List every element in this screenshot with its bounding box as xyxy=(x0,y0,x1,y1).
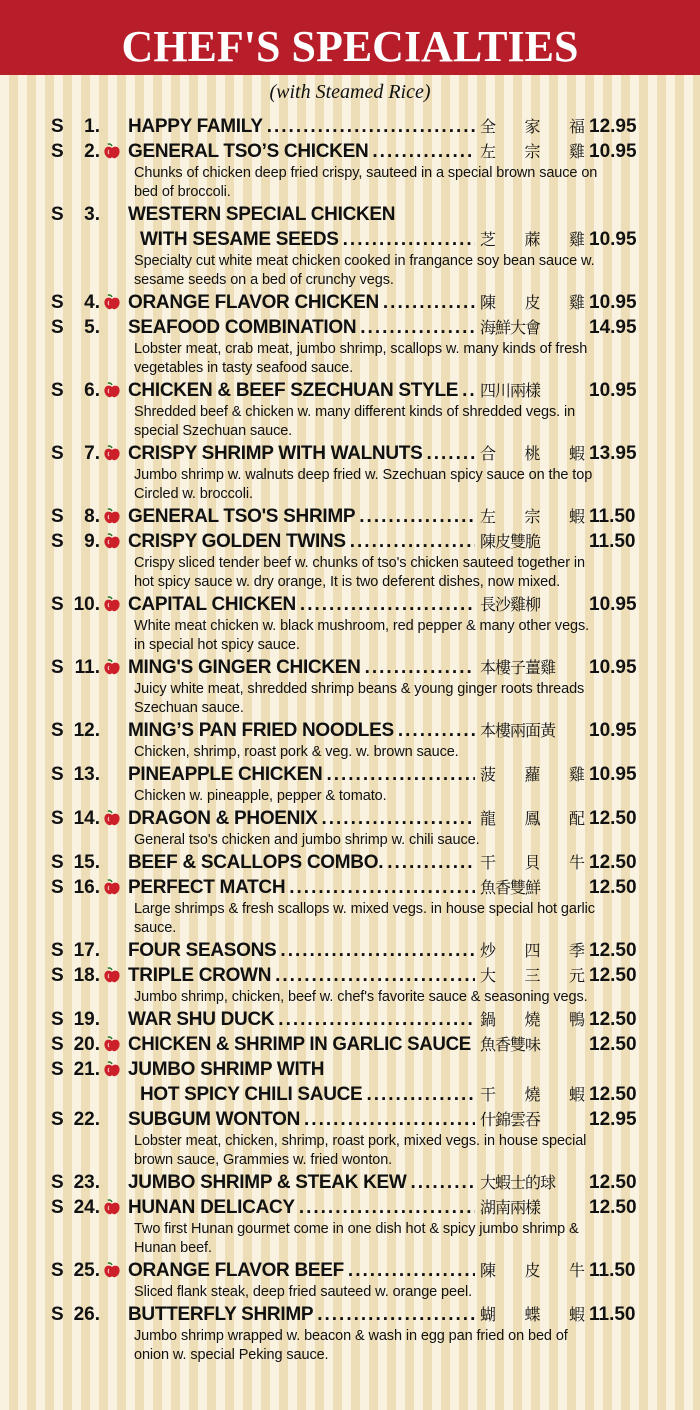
item-name: CHICKEN & SHRIMP IN GARLIC SAUCE xyxy=(128,1034,471,1055)
item-name-row xyxy=(128,529,475,554)
dot-leader xyxy=(280,938,475,963)
item-price: 12.50 xyxy=(589,965,637,986)
item-name-row xyxy=(128,114,475,139)
item-description: Sliced flank steak, deep fried sauteed w. orange peel. xyxy=(134,1284,472,1300)
item-description: Juicy white meat, shredded shrimp beans & young ginger roots threads Szechuan sauce. xyxy=(134,681,585,716)
item-description: Two first Hunan gourmet come in one dish hot & spicy jumbo shrimp & Hunan beef. xyxy=(134,1221,579,1256)
item-code: S xyxy=(51,317,64,338)
item-code: S xyxy=(51,720,64,741)
item-name-line2: WITH SESAME SEEDS xyxy=(140,229,339,250)
hot-pepper-icon xyxy=(103,810,121,827)
menu-item xyxy=(0,114,700,139)
item-chinese-name: 本 樓 子 薑 雞 xyxy=(480,658,556,677)
item-name-row xyxy=(128,139,475,164)
item-chinese-name: 大 三 元 xyxy=(480,966,585,985)
menu-item xyxy=(0,875,700,938)
dot-leader xyxy=(299,1195,475,1220)
item-name: WAR SHU DUCK xyxy=(128,1009,275,1030)
item-price: 13.95 xyxy=(589,443,637,464)
item-number: 22. xyxy=(73,1109,100,1130)
dot-leader xyxy=(411,1170,475,1195)
item-price: 10.95 xyxy=(589,720,637,741)
dot-leader xyxy=(398,718,475,743)
item-number: 19. xyxy=(73,1009,100,1030)
menu-item-header xyxy=(0,875,700,900)
menu-item-header xyxy=(0,441,700,466)
item-name: JUMBO SHRIMP WITH xyxy=(128,1059,325,1080)
item-chinese-name: 陳 皮 雞 xyxy=(480,293,585,312)
item-name: GENERAL TSO’S CHICKEN xyxy=(128,141,369,162)
item-number: 20. xyxy=(73,1034,100,1055)
dot-leader xyxy=(350,529,475,554)
item-name-row xyxy=(128,1302,475,1327)
dot-leader xyxy=(372,139,475,164)
hot-pepper-icon xyxy=(103,294,121,311)
item-chinese-name: 炒 四 季 xyxy=(480,941,585,960)
hot-pepper-icon xyxy=(103,1036,121,1053)
item-price: 14.95 xyxy=(589,317,637,338)
item-name: ORANGE FLAVOR BEEF xyxy=(128,1260,344,1281)
dot-leader xyxy=(462,378,475,403)
item-name-row xyxy=(128,963,475,988)
item-chinese-name: 長 沙 雞 柳 xyxy=(480,595,541,614)
item-code: S xyxy=(51,1304,64,1325)
item-chinese-name: 四 川 兩 樣 xyxy=(480,381,541,400)
menu-item-header xyxy=(0,202,700,227)
menu-item xyxy=(0,1032,700,1057)
item-name-row xyxy=(128,290,475,315)
item-code: S xyxy=(51,506,64,527)
title-banner xyxy=(0,0,700,75)
item-chinese-name: 菠 蘿 雞 xyxy=(480,765,585,784)
item-price: 12.50 xyxy=(589,940,637,961)
menu-item xyxy=(0,315,700,378)
item-name-row xyxy=(128,315,475,340)
menu-item-header xyxy=(0,315,700,340)
item-name-row xyxy=(128,1258,475,1283)
menu-item-header xyxy=(0,1170,700,1195)
menu-item xyxy=(0,1195,700,1258)
item-number: 7. xyxy=(84,443,100,464)
item-number: 23. xyxy=(73,1172,100,1193)
dot-leader xyxy=(326,762,475,787)
hot-pepper-icon xyxy=(103,445,121,462)
item-price: 12.50 xyxy=(589,1009,637,1030)
item-number: 4. xyxy=(84,292,100,313)
item-code: S xyxy=(51,1109,64,1130)
item-name-row xyxy=(128,850,475,875)
hot-pepper-icon xyxy=(103,596,121,613)
item-name-row xyxy=(140,227,475,252)
menu-item-header xyxy=(0,1107,700,1132)
item-description: General tso's chicken and jumbo shrimp w. chili sauce. xyxy=(134,832,480,848)
item-name: HAPPY FAMILY xyxy=(128,116,263,137)
dot-leader xyxy=(343,227,475,252)
item-chinese-name: 魚 香 雙 味 xyxy=(480,1035,541,1054)
dot-leader xyxy=(426,441,475,466)
menu-item xyxy=(0,850,700,875)
hot-pepper-icon xyxy=(103,1199,121,1216)
item-name-row xyxy=(128,1057,475,1082)
item-name: CRISPY SHRIMP WITH WALNUTS xyxy=(128,443,423,464)
item-number: 13. xyxy=(73,764,100,785)
item-name: ORANGE FLAVOR CHICKEN xyxy=(128,292,379,313)
menu-item xyxy=(0,504,700,529)
menu-item-header xyxy=(0,1057,700,1082)
item-chinese-name: 大 蝦 士 的 球 xyxy=(480,1173,556,1192)
item-name: BEEF & SCALLOPS COMBO. xyxy=(128,852,384,873)
item-chinese-name: 干 貝 牛 xyxy=(480,853,585,872)
item-price: 10.95 xyxy=(589,657,637,678)
item-price: 11.50 xyxy=(589,1260,636,1281)
item-description: Shredded beef & chicken w. many different kinds of shredded vegs. in special Szechuan sauce. xyxy=(134,404,576,439)
item-name: BUTTERFLY SHRIMP xyxy=(128,1304,314,1325)
menu-item-header xyxy=(0,718,700,743)
item-price: 12.50 xyxy=(589,808,637,829)
item-code: S xyxy=(51,292,64,313)
menu-item xyxy=(0,1107,700,1170)
menu-item xyxy=(0,592,700,655)
item-number: 8. xyxy=(84,506,100,527)
menu-item xyxy=(0,1057,700,1107)
hot-pepper-icon xyxy=(103,1061,121,1078)
item-name: CAPITAL CHICKEN xyxy=(128,594,296,615)
item-number: 2. xyxy=(84,141,100,162)
dot-leader xyxy=(275,963,475,988)
item-description: Crispy sliced tender beef w. chunks of tso's chicken sauteed together in hot spicy sauce w. dry orange, It is two deferent dishes, now mixed. xyxy=(134,555,585,590)
item-code: S xyxy=(51,1059,64,1080)
item-code: S xyxy=(51,1260,64,1281)
item-number: 17. xyxy=(73,940,100,961)
item-description: Lobster meat, chicken, shrimp, roast pork, mixed vegs. in house special brown sauce, Grammies w. fried wonton. xyxy=(134,1133,587,1168)
item-chinese-name: 陳 皮 雙 脆 xyxy=(480,532,541,551)
item-number: 24. xyxy=(73,1197,100,1218)
item-price: 10.95 xyxy=(589,141,637,162)
dot-leader xyxy=(317,1302,475,1327)
item-name-row xyxy=(128,718,475,743)
menu-item-header xyxy=(0,139,700,164)
item-name-row xyxy=(128,938,475,963)
item-name: JUMBO SHRIMP & STEAK KEW xyxy=(128,1172,407,1193)
item-name-row xyxy=(128,655,475,680)
dot-leader xyxy=(366,1082,475,1107)
item-name-row xyxy=(128,1107,475,1132)
item-code: S xyxy=(51,877,64,898)
item-price: 12.95 xyxy=(589,1109,637,1130)
item-number: 11. xyxy=(74,657,100,678)
item-number: 1. xyxy=(84,116,100,137)
menu-item xyxy=(0,1302,700,1365)
menu-item xyxy=(0,290,700,315)
item-code: S xyxy=(51,594,64,615)
page-subtitle: (with Steamed Rice) xyxy=(269,81,431,103)
menu-item-header xyxy=(0,504,700,529)
item-number: 25. xyxy=(73,1260,100,1281)
item-number: 10. xyxy=(73,594,100,615)
item-name: MING’S PAN FRIED NOODLES xyxy=(128,720,394,741)
hot-pepper-icon xyxy=(103,879,121,896)
item-name-row xyxy=(140,1082,475,1107)
item-code: S xyxy=(51,764,64,785)
item-name-row xyxy=(128,1170,475,1195)
item-chinese-name: 陳 皮 牛 xyxy=(480,1261,585,1280)
item-name-row xyxy=(128,504,475,529)
dot-leader xyxy=(278,1007,475,1032)
menu-item xyxy=(0,1007,700,1032)
item-code: S xyxy=(51,1197,64,1218)
item-code: S xyxy=(51,380,64,401)
item-code: S xyxy=(51,965,64,986)
item-number: 9. xyxy=(84,531,100,552)
item-price: 10.95 xyxy=(589,292,637,313)
item-name: HUNAN DELICACY xyxy=(128,1197,295,1218)
item-number: 12. xyxy=(73,720,100,741)
dot-leader xyxy=(321,806,475,831)
item-name: WESTERN SPECIAL CHICKEN xyxy=(128,204,396,225)
item-name: SUBGUM WONTON xyxy=(128,1109,301,1130)
dot-leader xyxy=(387,850,475,875)
menu-item-header xyxy=(0,806,700,831)
item-description: Chunks of chicken deep fried crispy, sauteed in a special brown sauce on bed of broccoli. xyxy=(134,165,598,200)
item-description: Large shrimps & fresh scallops w. mixed vegs. in house special hot garlic sauce. xyxy=(134,901,595,936)
item-price: 10.95 xyxy=(589,380,637,401)
hot-pepper-icon xyxy=(103,659,121,676)
hot-pepper-icon xyxy=(103,508,121,525)
item-name: DRAGON & PHOENIX xyxy=(128,808,318,829)
item-chinese-name: 全 家 福 xyxy=(480,117,585,136)
menu-item xyxy=(0,762,700,806)
item-name: CHICKEN & BEEF SZECHUAN STYLE xyxy=(128,380,459,401)
menu-item-header xyxy=(0,1007,700,1032)
item-chinese-name: 合 桃 蝦 xyxy=(480,444,585,463)
item-name: MING'S GINGER CHICKEN xyxy=(128,657,361,678)
item-code: S xyxy=(51,204,64,225)
dot-leader xyxy=(267,114,475,139)
item-code: S xyxy=(51,852,64,873)
hot-pepper-icon xyxy=(103,533,121,550)
item-price: 12.95 xyxy=(589,116,637,137)
item-name-row xyxy=(128,806,475,831)
menu-item-header xyxy=(0,1302,700,1327)
menu-item xyxy=(0,655,700,718)
item-description: Jumbo shrimp w. walnuts deep fried w. Szechuan spicy sauce on the top Circled w. broccoli. xyxy=(134,467,593,502)
item-chinese-name: 蝴 蝶 蝦 xyxy=(480,1305,585,1324)
item-code: S xyxy=(51,657,64,678)
menu-item-header xyxy=(0,529,700,554)
item-description: White meat chicken w. black mushroom, red pepper & many other vegs. in special hot spicy sauce. xyxy=(134,618,590,653)
item-price: 12.50 xyxy=(589,1172,637,1193)
item-chinese-name: 鍋 燒 鴨 xyxy=(480,1010,585,1029)
item-code: S xyxy=(51,116,64,137)
item-name-row xyxy=(128,441,475,466)
item-price: 11.50 xyxy=(589,1304,636,1325)
item-code: S xyxy=(51,1172,64,1193)
menu-item xyxy=(0,806,700,850)
item-name: GENERAL TSO'S SHRIMP xyxy=(128,506,356,527)
menu-item-header xyxy=(0,290,700,315)
menu-list xyxy=(0,114,700,1365)
item-chinese-name: 芝 蔴 雞 xyxy=(480,230,585,249)
item-name-row xyxy=(128,378,475,403)
menu-item-header xyxy=(0,114,700,139)
menu-item xyxy=(0,963,700,1007)
menu-item xyxy=(0,139,700,202)
item-number: 18. xyxy=(73,965,100,986)
item-name-line2: HOT SPICY CHILI SAUCE xyxy=(140,1084,363,1105)
item-name-row xyxy=(128,762,475,787)
menu-item-header xyxy=(0,1195,700,1220)
menu-item xyxy=(0,529,700,592)
item-description: Jumbo shrimp, chicken, beef w. chef's favorite sauce & seasoning vegs. xyxy=(134,989,588,1005)
item-chinese-name: 干 燒 蝦 xyxy=(480,1085,585,1104)
item-price: 10.95 xyxy=(589,594,637,615)
item-name-row xyxy=(128,1032,475,1057)
menu-item-header xyxy=(0,592,700,617)
dot-leader xyxy=(383,290,475,315)
item-chinese-name: 海 鮮 大 會 xyxy=(480,318,541,337)
item-price: 12.50 xyxy=(589,1034,637,1055)
menu-item-header xyxy=(0,850,700,875)
item-name-row xyxy=(128,1195,475,1220)
dot-leader xyxy=(300,592,475,617)
item-price: 11.50 xyxy=(589,506,636,527)
menu-item xyxy=(0,938,700,963)
dot-leader xyxy=(365,655,475,680)
dot-leader xyxy=(289,875,475,900)
item-price: 12.50 xyxy=(589,1084,637,1105)
item-price: 10.95 xyxy=(589,229,637,250)
item-price: 12.50 xyxy=(589,1197,637,1218)
item-price: 11.50 xyxy=(589,531,636,552)
item-number: 6. xyxy=(84,380,100,401)
item-name: TRIPLE CROWN xyxy=(128,965,272,986)
item-chinese-name: 左 宗 蝦 xyxy=(480,507,585,526)
item-code: S xyxy=(51,443,64,464)
item-chinese-name: 龍 鳳 配 xyxy=(480,809,585,828)
item-price: 12.50 xyxy=(589,877,637,898)
menu-item-header xyxy=(0,963,700,988)
item-name: PERFECT MATCH xyxy=(128,877,286,898)
item-name: CRISPY GOLDEN TWINS xyxy=(128,531,346,552)
menu-item xyxy=(0,378,700,441)
menu-item-header xyxy=(0,1032,700,1057)
item-number: 14. xyxy=(73,808,100,829)
menu-item xyxy=(0,202,700,290)
item-name-row xyxy=(128,1007,475,1032)
item-code: S xyxy=(51,808,64,829)
menu-item xyxy=(0,1170,700,1195)
item-name-row xyxy=(128,875,475,900)
item-description: Chicken w. pineapple, pepper & tomato. xyxy=(134,788,387,804)
item-name: PINEAPPLE CHICKEN xyxy=(128,764,323,785)
item-code: S xyxy=(51,141,64,162)
item-name-row xyxy=(128,592,475,617)
item-code: S xyxy=(51,940,64,961)
item-name-row xyxy=(128,202,475,227)
item-chinese-name: 湖 南 兩 樣 xyxy=(480,1198,541,1217)
item-number: 3. xyxy=(84,204,100,225)
item-number: 15. xyxy=(73,852,100,873)
item-chinese-name: 魚 香 雙 鮮 xyxy=(480,878,541,897)
menu-item xyxy=(0,1258,700,1302)
item-number: 21. xyxy=(73,1059,100,1080)
hot-pepper-icon xyxy=(103,967,121,984)
menu-item-header xyxy=(0,938,700,963)
item-code: S xyxy=(51,1034,64,1055)
hot-pepper-icon xyxy=(103,1262,121,1279)
dot-leader xyxy=(360,315,475,340)
item-description: Specialty cut white meat chicken cooked in frangance soy bean sauce w. sesame seeds on a bed of crunchy vegs. xyxy=(134,253,595,288)
menu-item-header xyxy=(0,1258,700,1283)
menu-item-header xyxy=(0,655,700,680)
item-name: SEAFOOD COMBINATION xyxy=(128,317,357,338)
item-chinese-name: 本 樓 兩 面 黃 xyxy=(480,721,556,740)
item-chinese-name: 左 宗 雞 xyxy=(480,142,585,161)
item-number: 16. xyxy=(73,877,100,898)
dot-leader xyxy=(304,1107,475,1132)
hot-pepper-icon xyxy=(103,382,121,399)
item-description: Jumbo shrimp wrapped w. beacon & wash in egg pan fried on bed of onion w. special Peking sauce. xyxy=(134,1328,568,1363)
item-name: FOUR SEASONS xyxy=(128,940,277,961)
hot-pepper-icon xyxy=(103,143,121,160)
item-chinese-name: 什 錦 雲 吞 xyxy=(480,1110,541,1129)
item-price: 10.95 xyxy=(589,764,637,785)
menu-item xyxy=(0,718,700,762)
menu-item-header xyxy=(0,762,700,787)
item-price: 12.50 xyxy=(589,852,637,873)
page-title: CHEF'S SPECIALTIES xyxy=(121,22,579,71)
menu-item xyxy=(0,441,700,504)
dot-leader xyxy=(348,1258,475,1283)
menu-item-header xyxy=(0,378,700,403)
menu-item-header-cont xyxy=(0,1082,700,1107)
menu-item-header-cont xyxy=(0,227,700,252)
item-code: S xyxy=(51,1009,64,1030)
item-number: 26. xyxy=(73,1304,100,1325)
dot-leader xyxy=(359,504,475,529)
item-description: Chicken, shrimp, roast pork & veg. w. brown sauce. xyxy=(134,744,459,760)
item-code: S xyxy=(51,531,64,552)
item-number: 5. xyxy=(84,317,100,338)
item-description: Lobster meat, crab meat, jumbo shrimp, scallops w. many kinds of fresh vegetables in tasty seafood sauce. xyxy=(134,341,588,376)
